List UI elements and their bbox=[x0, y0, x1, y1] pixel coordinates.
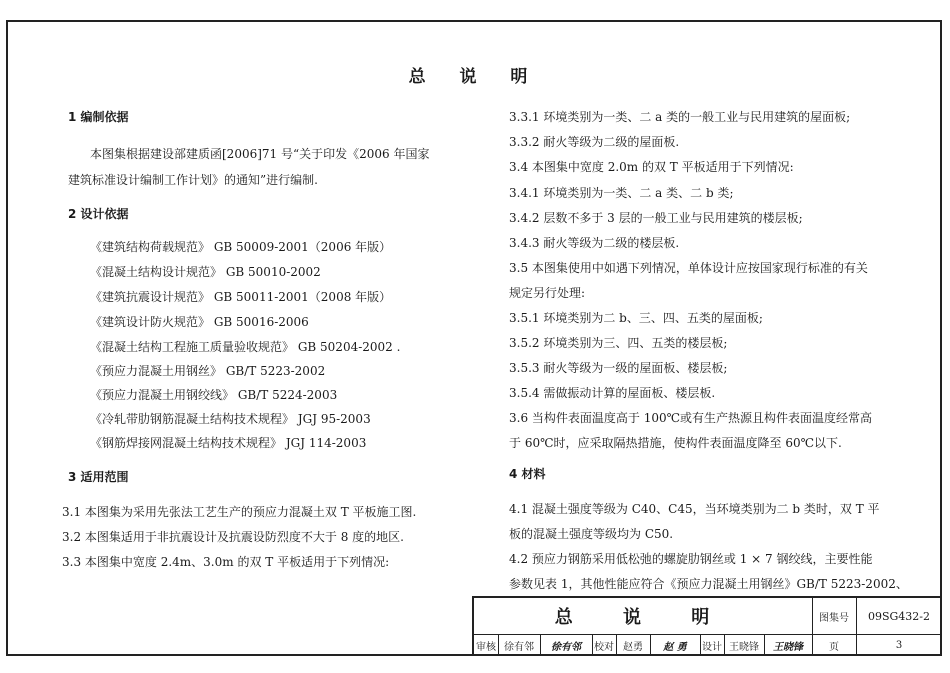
text-line: 3.6 当构件表面温度高于 100℃或有生产热源且构件表面温度经常高 bbox=[509, 411, 873, 425]
designer-name: 王晓锋 bbox=[729, 641, 759, 653]
text-line: 3.3.2 耐火等级为二级的屋面板. bbox=[509, 135, 680, 149]
code-reference: 《混凝土结构设计规范》 GB 50010-2002 bbox=[90, 265, 321, 279]
text-line: 3.4 本图集中宽度 2.0m 的双 T 平板适用于下列情况: bbox=[509, 160, 794, 174]
text-line: 3.4.2 层数不多于 3 层的一般工业与民用建筑的楼层板; bbox=[509, 211, 803, 225]
text-line: 3.5.3 耐火等级为一级的屋面板、楼层板; bbox=[509, 361, 728, 375]
text-line: 3.1 本图集为采用先张法工艺生产的预应力混凝土双 T 平板施工图. bbox=[62, 505, 417, 519]
code-reference: 《混凝土结构工程施工质量验收规范》 GB 50204-2002 . bbox=[90, 340, 401, 354]
section-heading: 1 编制依据 bbox=[68, 110, 129, 124]
text-line: 4.2 预应力钢筋采用低松弛的螺旋肋钢丝或 1 × 7 钢绞线，主要性能 bbox=[509, 552, 873, 566]
section-heading: 4 材料 bbox=[509, 467, 546, 481]
section-heading: 3 适用范围 bbox=[68, 470, 129, 484]
checker-signature: 赵 勇 bbox=[663, 641, 687, 653]
checker-name: 赵勇 bbox=[623, 641, 643, 653]
code-reference: 《建筑结构荷载规范》 GB 50009-2001（2006 年版） bbox=[90, 240, 392, 254]
text-line: 3.5.4 需做振动计算的屋面板、楼层板. bbox=[509, 386, 716, 400]
text-line: 4.1 混凝土强度等级为 C40、C45，当环境类别为二 b 类时，双 T 平 bbox=[509, 502, 880, 516]
page-number: 3 bbox=[895, 639, 903, 651]
atlas-number: 09SG432-2 bbox=[867, 609, 931, 623]
text-line: 3.4.3 耐火等级为二级的楼层板. bbox=[509, 236, 680, 250]
page-label: 页 bbox=[829, 641, 839, 653]
code-reference: 《预应力混凝土用钢绞线》 GB/T 5224-2003 bbox=[90, 388, 338, 402]
text-line: 3.3.1 环境类别为一类、二 a 类的一般工业与民用建筑的屋面板; bbox=[509, 110, 851, 124]
text-line: 3.3 本图集中宽度 2.4m、3.0m 的双 T 平板适用于下列情况: bbox=[62, 555, 390, 569]
reviewer-signature: 徐有邻 bbox=[551, 641, 581, 653]
text-line: 板的混凝土强度等级均为 C50. bbox=[509, 527, 674, 541]
text-line: 3.5 本图集使用中如遇下列情况，单体设计应按国家现行标准的有关 bbox=[509, 261, 868, 275]
page-title: 总 说 明 bbox=[408, 67, 542, 87]
designer-signature: 王晓锋 bbox=[773, 641, 803, 653]
atlas-number-label: 图集号 bbox=[819, 612, 849, 624]
review-label: 审核 bbox=[476, 641, 496, 653]
text-line: 于 60℃时，应采取隔热措施，使构件表面温度降至 60℃以下. bbox=[509, 436, 842, 450]
reviewer-name: 徐有邻 bbox=[504, 641, 534, 653]
text-line: 本图集根据建设部建质函[2006]71 号“关于印发《2006 年国家 bbox=[90, 147, 430, 161]
title-block-title: 总 说 明 bbox=[554, 607, 732, 628]
text-line: 建筑标准设计编制工作计划》的通知”进行编制. bbox=[68, 173, 318, 187]
text-line: 3.5.1 环境类别为二 b、三、四、五类的屋面板; bbox=[509, 311, 763, 325]
code-reference: 《冷轧带肋钢筋混凝土结构技术规程》 JGJ 95-2003 bbox=[90, 412, 371, 426]
title-block bbox=[472, 596, 942, 656]
section-heading: 2 设计依据 bbox=[68, 207, 129, 221]
text-line: 参数见表 1，其他性能应符合《预应力混凝土用钢丝》GB/T 5223-2002、 bbox=[509, 577, 908, 591]
code-reference: 《预应力混凝土用钢丝》 GB/T 5223-2002 bbox=[90, 364, 326, 378]
text-line: 3.2 本图集适用于非抗震设计及抗震设防烈度不大于 8 度的地区. bbox=[62, 530, 404, 544]
text-line: 规定另行处理: bbox=[509, 286, 586, 300]
check-label: 校对 bbox=[594, 641, 614, 653]
text-line: 3.5.2 环境类别为三、四、五类的楼层板; bbox=[509, 336, 728, 350]
code-reference: 《建筑抗震设计规范》 GB 50011-2001（2008 年版） bbox=[90, 290, 392, 304]
text-line: 3.4.1 环境类别为一类、二 a 类、二 b 类; bbox=[509, 186, 734, 200]
code-reference: 《建筑设计防火规范》 GB 50016-2006 bbox=[90, 315, 309, 329]
design-label: 设计 bbox=[702, 641, 722, 653]
code-reference: 《钢筋焊接网混凝土结构技术规程》 JGJ 114-2003 bbox=[90, 436, 367, 450]
